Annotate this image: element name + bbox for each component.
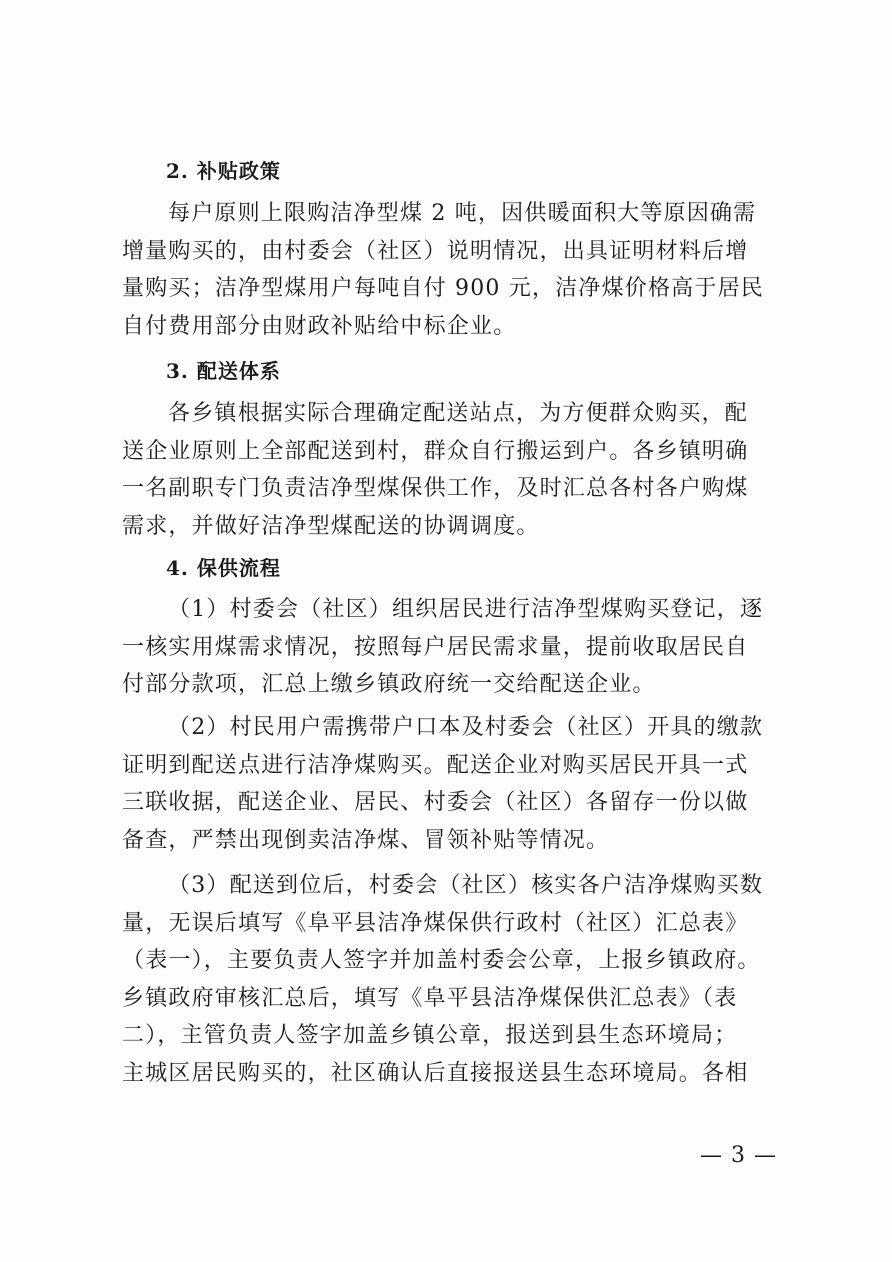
text-line: （3）配送到位后，村委会（社区）核实各户洁净煤购买数 (168, 873, 764, 898)
text-line: 备查，严禁出现倒卖洁净煤、冒领补贴等情况。 (122, 827, 610, 853)
text-line: 三联收据，配送企业、居民、村委会（社区）各留存一份以做 (122, 790, 749, 815)
paragraph-delivery-system (122, 395, 782, 545)
text-line: （2）村民用户需携带户口本及村委会（社区）开具的缴款 (168, 715, 764, 740)
paragraph-process-step-2 (122, 709, 782, 859)
paragraph-subsidy-policy (122, 195, 782, 345)
text-line: 增量购买的，由村委会（社区）说明情况，出具证明材料后增 (122, 238, 749, 264)
page-number: — 3 — (700, 1143, 777, 1168)
text-line: 每户原则上限购洁净型煤 2 吨，因供暖面积大等原因确需 (168, 201, 757, 226)
text-line: 量购买；洁净型煤用户每吨自付 900 元，洁净煤价格高于居民 (122, 276, 764, 301)
text-line: 付部分款项，汇总上缴乡镇政府统一交给配送企业。 (122, 672, 656, 697)
section-heading-subsidy-policy: 2. 补贴政策 (166, 159, 281, 183)
paragraph-process-step-3 (122, 867, 782, 1092)
text-line: （表一），主要负责人签字并加盖村委会公章，上报乡镇政府。 (122, 948, 761, 973)
text-line: 需求，并做好洁净型煤配送的协调调度。 (122, 513, 540, 539)
text-line: 二），主管负责人签字加盖乡镇公章，报送到县生态环境局； (122, 1023, 738, 1048)
text-line: 量，无误后填写《阜平县洁净煤保供行政村（社区）汇总表》 (122, 910, 749, 936)
text-line: （1）村委会（社区）组织居民进行洁净型煤购买登记，逐 (168, 597, 764, 622)
section-heading-delivery-system: 3. 配送体系 (166, 359, 281, 383)
text-line: 各乡镇根据实际合理确定配送站点，为方便群众购买，配 (168, 401, 749, 426)
text-line: 证明到配送点进行洁净煤购买。配送企业对购买居民开具一式 (122, 752, 749, 778)
text-line: 送企业原则上全部配送到村，群众自行搬运到户。各乡镇明确 (122, 438, 749, 464)
text-line: 乡镇政府审核汇总后，填写《阜平县洁净煤保供汇总表》（表 (122, 985, 738, 1011)
paragraph-process-step-1 (122, 591, 782, 704)
section-heading-supply-process: 4. 保供流程 (166, 556, 281, 580)
text-line: 自付费用部分由财政补贴给中标企业。 (122, 313, 517, 339)
text-line: 主城区居民购买的，社区确认后直接报送县生态环境局。各相 (122, 1060, 749, 1086)
text-line: 一名副职专门负责洁净型煤保供工作，及时汇总各村各户购煤 (122, 476, 749, 501)
text-line: 一核实用煤需求情况，按照每户居民需求量，提前收取居民自 (122, 634, 749, 660)
